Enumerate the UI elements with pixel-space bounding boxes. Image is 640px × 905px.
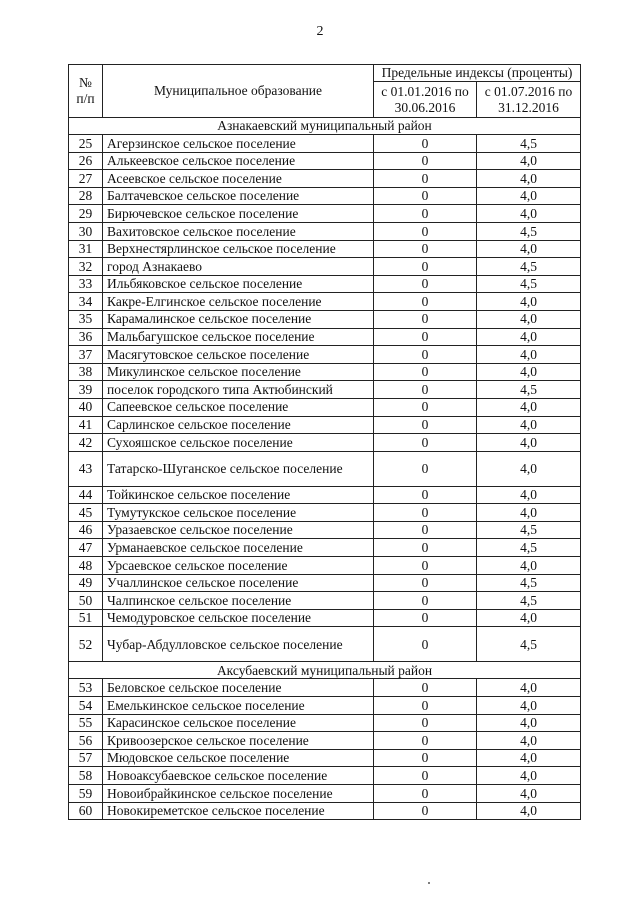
- index-period-2: 4,0: [477, 714, 581, 732]
- municipality-name: Емелькинское сельское поселение: [103, 697, 374, 715]
- table-row: [69, 627, 581, 662]
- row-number: 27: [69, 170, 103, 188]
- index-period-1: 0: [374, 293, 477, 311]
- index-period-2: 4,5: [477, 275, 581, 293]
- index-period-1: 0: [374, 258, 477, 276]
- table-row: [69, 416, 581, 434]
- municipality-name: Тумутукское сельское поселение: [103, 504, 374, 522]
- index-period-2: 4,0: [477, 152, 581, 170]
- index-period-2: 4,0: [477, 609, 581, 627]
- index-period-1: 0: [374, 785, 477, 803]
- municipality-name: Вахитовское сельское поселение: [103, 222, 374, 240]
- index-period-1: 0: [374, 627, 477, 662]
- index-period-1: 0: [374, 802, 477, 820]
- municipality-name: Татарско-Шуганское сельское поселение: [103, 451, 374, 486]
- index-period-1: 0: [374, 767, 477, 785]
- index-period-1: 0: [374, 486, 477, 504]
- row-number: 40: [69, 398, 103, 416]
- index-period-2: 4,0: [477, 170, 581, 188]
- district-header-row: [69, 118, 581, 135]
- row-number: 38: [69, 363, 103, 381]
- row-number: 32: [69, 258, 103, 276]
- table-row: [69, 152, 581, 170]
- district-title: Азнакаевский муниципальный район: [69, 118, 581, 135]
- index-period-2: 4,0: [477, 363, 581, 381]
- table-row: [69, 381, 581, 399]
- municipality-name: Чалпинское сельское поселение: [103, 592, 374, 610]
- index-period-2: 4,5: [477, 627, 581, 662]
- table-row: [69, 802, 581, 820]
- index-period-1: 0: [374, 504, 477, 522]
- index-period-2: 4,0: [477, 398, 581, 416]
- index-period-1: 0: [374, 416, 477, 434]
- index-period-2: 4,0: [477, 732, 581, 750]
- table-row: [69, 135, 581, 153]
- municipality-name: Урсаевское сельское поселение: [103, 557, 374, 575]
- index-period-1: 0: [374, 592, 477, 610]
- row-number: 36: [69, 328, 103, 346]
- index-period-2: 4,0: [477, 679, 581, 697]
- table-row: [69, 785, 581, 803]
- table-row: [69, 293, 581, 311]
- table-row: [69, 275, 581, 293]
- row-number: 29: [69, 205, 103, 223]
- row-number: 58: [69, 767, 103, 785]
- row-number: 35: [69, 310, 103, 328]
- index-period-2: 4,0: [477, 802, 581, 820]
- index-period-2: 4,0: [477, 697, 581, 715]
- index-period-1: 0: [374, 521, 477, 539]
- header-num: № п/п: [69, 65, 103, 118]
- index-period-1: 0: [374, 557, 477, 575]
- index-period-2: 4,0: [477, 187, 581, 205]
- row-number: 45: [69, 504, 103, 522]
- table-row: [69, 434, 581, 452]
- row-number: 44: [69, 486, 103, 504]
- row-number: 42: [69, 434, 103, 452]
- index-period-1: 0: [374, 574, 477, 592]
- row-number: 49: [69, 574, 103, 592]
- index-period-2: 4,0: [477, 486, 581, 504]
- index-period-1: 0: [374, 434, 477, 452]
- municipality-name: город Азнакаево: [103, 258, 374, 276]
- index-period-2: 4,0: [477, 557, 581, 575]
- table-row: [69, 679, 581, 697]
- row-number: 34: [69, 293, 103, 311]
- index-period-1: 0: [374, 679, 477, 697]
- table-row: [69, 504, 581, 522]
- index-period-2: 4,5: [477, 222, 581, 240]
- row-number: 50: [69, 592, 103, 610]
- header-period-2: с 01.07.2016 по 31.12.2016: [477, 82, 581, 118]
- row-number: 30: [69, 222, 103, 240]
- row-number: 56: [69, 732, 103, 750]
- index-period-1: 0: [374, 381, 477, 399]
- row-number: 46: [69, 521, 103, 539]
- row-number: 41: [69, 416, 103, 434]
- table-row: [69, 363, 581, 381]
- municipality-name: Новоаксубаевское сельское поселение: [103, 767, 374, 785]
- scan-dot: [428, 882, 430, 884]
- municipality-name: Какре-Елгинское сельское поселение: [103, 293, 374, 311]
- row-number: 55: [69, 714, 103, 732]
- municipality-name: Уразаевское сельское поселение: [103, 521, 374, 539]
- table-row: [69, 451, 581, 486]
- index-period-1: 0: [374, 398, 477, 416]
- row-number: 52: [69, 627, 103, 662]
- header-period-1: с 01.01.2016 по 30.06.2016: [374, 82, 477, 118]
- row-number: 47: [69, 539, 103, 557]
- table-row: [69, 398, 581, 416]
- table-row: [69, 521, 581, 539]
- table-row: [69, 222, 581, 240]
- table-row: [69, 539, 581, 557]
- row-number: 25: [69, 135, 103, 153]
- index-period-1: 0: [374, 346, 477, 364]
- municipality-name: Мюдовское сельское поселение: [103, 749, 374, 767]
- table-row: [69, 732, 581, 750]
- index-period-1: 0: [374, 310, 477, 328]
- index-period-1: 0: [374, 732, 477, 750]
- table-row: [69, 205, 581, 223]
- index-period-2: 4,0: [477, 451, 581, 486]
- municipality-name: Мальбагушское сельское поселение: [103, 328, 374, 346]
- index-period-2: 4,5: [477, 539, 581, 557]
- municipality-name: Агерзинское сельское поселение: [103, 135, 374, 153]
- indices-table: [68, 64, 581, 820]
- municipality-name: Алькеевское сельское поселение: [103, 152, 374, 170]
- index-period-1: 0: [374, 187, 477, 205]
- index-period-2: 4,5: [477, 135, 581, 153]
- table-row: [69, 346, 581, 364]
- index-period-1: 0: [374, 240, 477, 258]
- index-period-1: 0: [374, 135, 477, 153]
- header-name: Муниципальное образование: [103, 65, 374, 118]
- municipality-name: Учаллинское сельское поселение: [103, 574, 374, 592]
- row-number: 53: [69, 679, 103, 697]
- municipality-name: Сапеевское сельское поселение: [103, 398, 374, 416]
- municipality-name: Урманаевское сельское поселение: [103, 539, 374, 557]
- table-row: [69, 749, 581, 767]
- index-period-2: 4,0: [477, 293, 581, 311]
- municipality-name: Кривоозерское сельское поселение: [103, 732, 374, 750]
- index-period-1: 0: [374, 275, 477, 293]
- municipality-name: Новоибрайкинское сельское поселение: [103, 785, 374, 803]
- municipality-name: Балтачевское сельское поселение: [103, 187, 374, 205]
- row-number: 48: [69, 557, 103, 575]
- table-row: [69, 574, 581, 592]
- municipality-name: Сухояшское сельское поселение: [103, 434, 374, 452]
- index-period-2: 4,0: [477, 310, 581, 328]
- table-row: [69, 310, 581, 328]
- row-number: 26: [69, 152, 103, 170]
- table-row: [69, 240, 581, 258]
- table-row: [69, 258, 581, 276]
- index-period-2: 4,0: [477, 240, 581, 258]
- header-indices: Предельные индексы (проценты): [374, 65, 581, 82]
- table-row: [69, 767, 581, 785]
- table-row: [69, 697, 581, 715]
- index-period-1: 0: [374, 170, 477, 188]
- index-period-1: 0: [374, 205, 477, 223]
- index-period-2: 4,0: [477, 785, 581, 803]
- index-period-2: 4,0: [477, 504, 581, 522]
- row-number: 43: [69, 451, 103, 486]
- municipality-name: Масягутовское сельское поселение: [103, 346, 374, 364]
- municipality-name: Верхнестярлинское сельское поселение: [103, 240, 374, 258]
- district-title: Аксубаевский муниципальный район: [69, 662, 581, 679]
- table-row: [69, 170, 581, 188]
- municipality-name: Ильбяковское сельское поселение: [103, 275, 374, 293]
- index-period-1: 0: [374, 222, 477, 240]
- municipality-name: Чубар-Абдулловское сельское поселение: [103, 627, 374, 662]
- index-period-2: 4,5: [477, 521, 581, 539]
- row-number: 57: [69, 749, 103, 767]
- district-header-row: [69, 662, 581, 679]
- row-number: 31: [69, 240, 103, 258]
- municipality-name: Бирючевское сельское поселение: [103, 205, 374, 223]
- municipality-name: поселок городского типа Актюбинский: [103, 381, 374, 399]
- table-row: [69, 187, 581, 205]
- municipality-name: Карамалинское сельское поселение: [103, 310, 374, 328]
- index-period-2: 4,0: [477, 749, 581, 767]
- table-row: [69, 609, 581, 627]
- table-row: [69, 557, 581, 575]
- index-period-2: 4,5: [477, 592, 581, 610]
- table-row: [69, 592, 581, 610]
- row-number: 39: [69, 381, 103, 399]
- index-period-2: 4,5: [477, 258, 581, 276]
- row-number: 33: [69, 275, 103, 293]
- table-row: [69, 486, 581, 504]
- page-number: 2: [316, 24, 324, 39]
- row-number: 59: [69, 785, 103, 803]
- index-period-1: 0: [374, 363, 477, 381]
- index-period-2: 4,0: [477, 328, 581, 346]
- municipality-name: Тойкинское сельское поселение: [103, 486, 374, 504]
- row-number: 51: [69, 609, 103, 627]
- municipality-name: Новокиреметское сельское поселение: [103, 802, 374, 820]
- index-period-2: 4,0: [477, 205, 581, 223]
- municipality-name: Беловское сельское поселение: [103, 679, 374, 697]
- index-period-1: 0: [374, 609, 477, 627]
- index-period-1: 0: [374, 539, 477, 557]
- index-period-1: 0: [374, 451, 477, 486]
- index-period-2: 4,5: [477, 381, 581, 399]
- row-number: 60: [69, 802, 103, 820]
- table-row: [69, 714, 581, 732]
- municipality-name: Микулинское сельское поселение: [103, 363, 374, 381]
- table-body: [69, 118, 581, 820]
- row-number: 28: [69, 187, 103, 205]
- index-period-1: 0: [374, 152, 477, 170]
- index-period-1: 0: [374, 328, 477, 346]
- row-number: 37: [69, 346, 103, 364]
- index-period-2: 4,0: [477, 434, 581, 452]
- index-period-2: 4,0: [477, 346, 581, 364]
- index-period-1: 0: [374, 697, 477, 715]
- municipality-name: Карасинское сельское поселение: [103, 714, 374, 732]
- table-row: [69, 328, 581, 346]
- index-period-1: 0: [374, 714, 477, 732]
- index-period-2: 4,0: [477, 416, 581, 434]
- index-period-1: 0: [374, 749, 477, 767]
- municipality-name: Асеевское сельское поселение: [103, 170, 374, 188]
- municipality-name: Сарлинское сельское поселение: [103, 416, 374, 434]
- municipality-name: Чемодуровское сельское поселение: [103, 609, 374, 627]
- row-number: 54: [69, 697, 103, 715]
- index-period-2: 4,5: [477, 574, 581, 592]
- index-period-2: 4,0: [477, 767, 581, 785]
